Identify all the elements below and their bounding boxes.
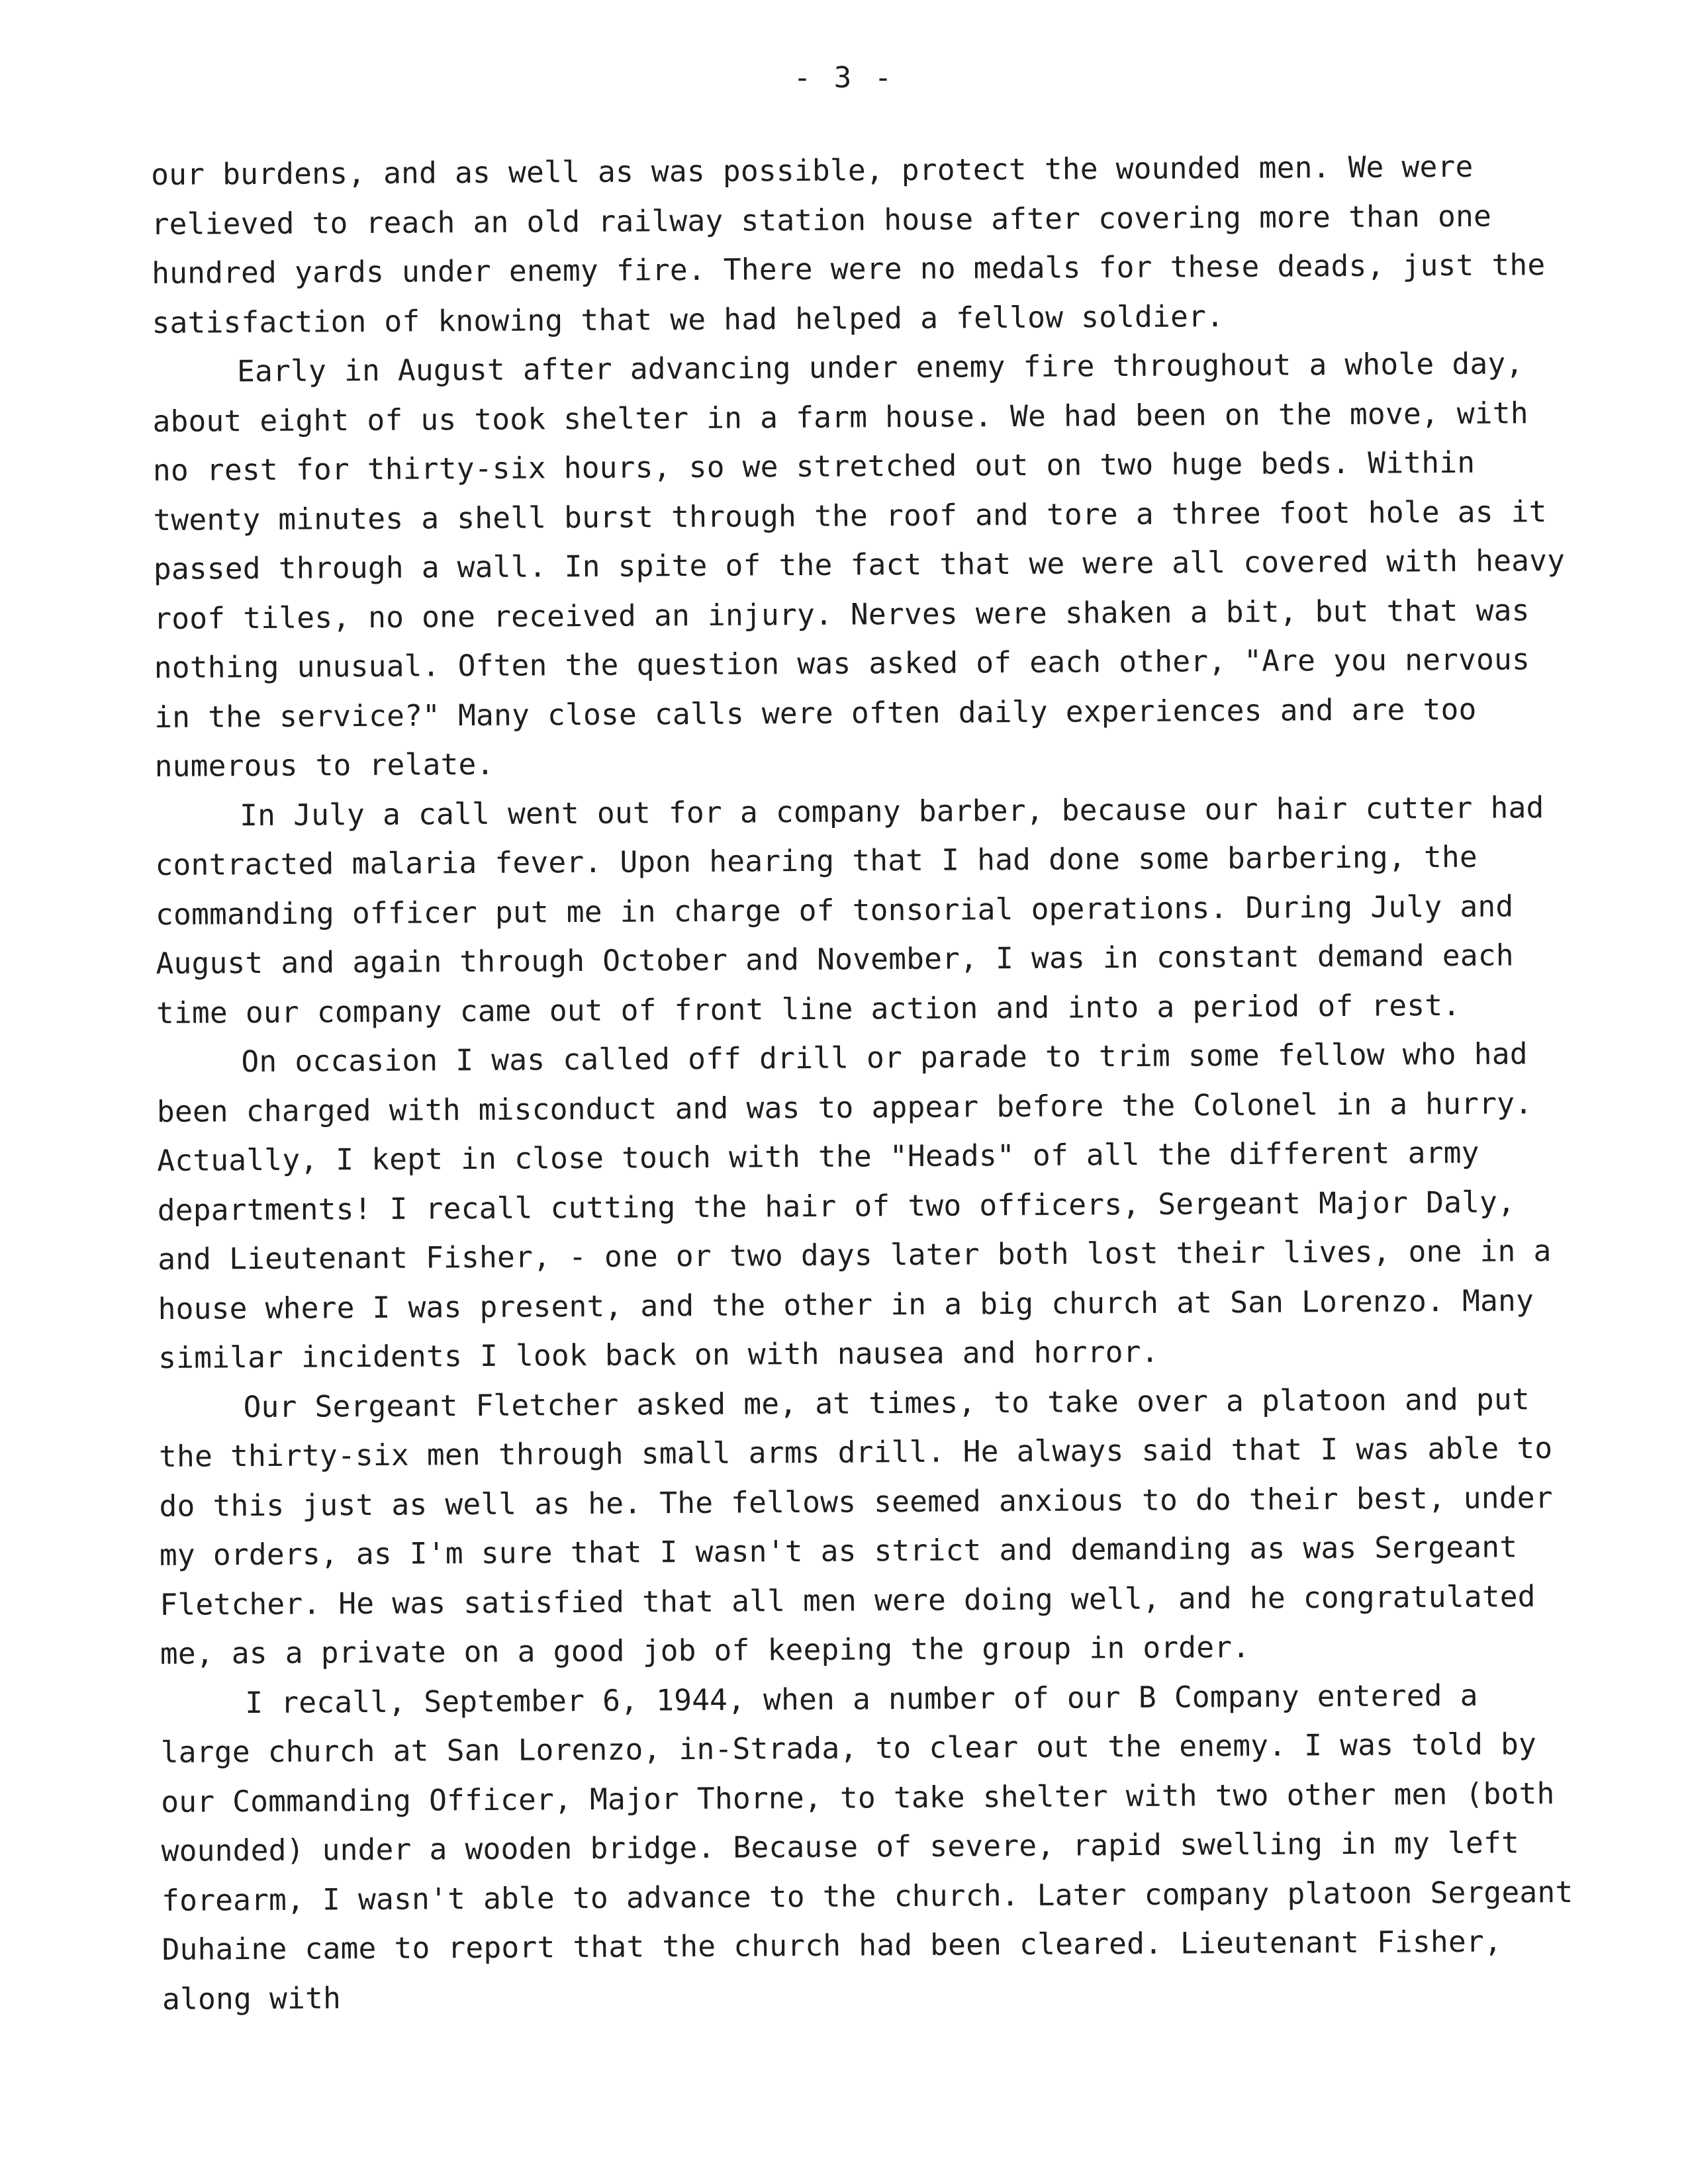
paragraph-1: our burdens, and as well as was possible, protect the wounded men. We were relieved to reach an old railway station house after covering more than one hundred yards under enemy fire. There were no medals for these deads, just the satisfaction of knowing that we had helped a fellow soldier. [151, 150, 1546, 340]
body-text [151, 142, 1579, 2025]
paragraph-3: In July a call went out for a company barber, because our hair cutter had contracted malaria fever. Upon hearing that I had done some barbering, the commanding officer put me in charge of tonsorial operations. During July and August and again through October and November, I was in constant demand each time our company came out of front line action and into a period of rest. [155, 790, 1544, 1030]
paragraph-5: Our Sergeant Fletcher asked me, at times, to take over a platoon and put the thirty-six men through small arms drill. He always said that I was able to do this just as well as he. The fellows seemed anxious to do their best, under my orders, as I'm sure that I wasn't as strict and demanding as was Sergeant Fletcher. He was satisfied that all men were doing well, and he congratulated me, as a private on a good job of keeping the group in order. [158, 1382, 1553, 1671]
paragraph-2: Early in August after advancing under enemy fire throughout a whole day, about eight of us took shelter in a farm house. We had been on the move, with no rest for thirty-six hours, so we stretched out on two huge beds. Within twenty minutes a shell burst through the roof and tore a three foot hole as it passed through a wall. In spite of the fact that we were all covered with heavy roof tiles, no one received an injury. Nerves were shaken a bit, but that was nothing unusual. Often the question was asked of each other, "Are you nervous in the service?" Many close calls were often daily experiences and are too numerous to relate. [152, 347, 1566, 784]
paragraph-4: On occasion I was called off drill or parade to trim some fellow who had been charged with misconduct and was to appear before the Colonel in a hurry. Actually, I kept in close touch with the "Heads" of all the different army departments! I recall cutting the hair of two officers, Sergeant Major Daly, and Lieutenant Fisher, - one or two days later both lost their lives, one in a house where I was present, and the other in a big church at San Lorenzo. Many similar incidents I look back on with nausea and horror. [156, 1037, 1552, 1375]
page-number: - 3 - [793, 61, 895, 95]
paragraph-6: I recall, September 6, 1944, when a number of our B Company entered a large church at San Lorenzo, in-Strada, to clear out the enemy. I was told by our Commanding Officer, Major Thorne, to take shelter with two other men (both wounded) under a wooden bridge. Because of severe, rapid swelling in my left forearm, I wasn't able to advance to the church. Later company platoon Sergeant Duhaine came to report that the church had been cleared. Lieutenant Fisher, along with [160, 1678, 1573, 2017]
